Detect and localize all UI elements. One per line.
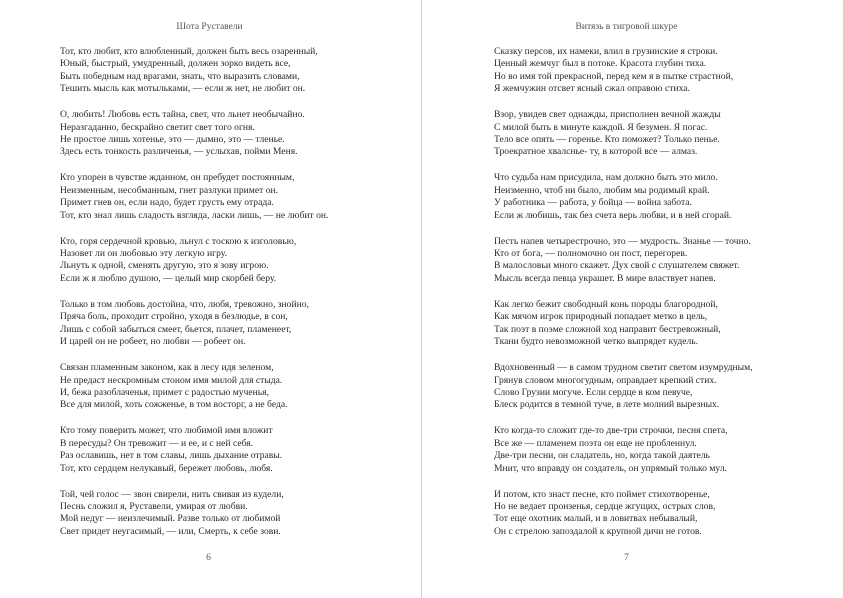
verse-line: Ткани будто невозможной четко выпрядет кудель. bbox=[494, 336, 699, 348]
stanza bbox=[494, 299, 824, 349]
verse-line: Неразгаданно, бескрайно светит свет того огня. bbox=[60, 121, 255, 133]
stanza bbox=[494, 489, 824, 539]
verse-line: Той, чей голос — звон свирели, нить свивая из кудели, bbox=[60, 488, 284, 500]
verse-line: Взор, увидев свет однажды, присполнен вечной жажды bbox=[494, 109, 721, 121]
stanza bbox=[494, 46, 824, 96]
verse-line: С милой быть в минуте каждой. Я безумен. Я погас. bbox=[494, 121, 708, 133]
verse-line: Тот, кто знал лишь сладость взгляда, ласки лишь, — не любит он. bbox=[60, 209, 329, 221]
stanza bbox=[494, 172, 824, 222]
verse-line: Льнуть к одной, сменять другую, это я зову игрою. bbox=[60, 260, 269, 272]
verse-line: Мой недуг — неизлечимый. Разве только от любимой bbox=[60, 513, 281, 525]
verse-line: Но не ведает пронзенья, сердце жгущих, острых слов, bbox=[494, 500, 716, 512]
verse-line: Тот, кто сердцем нелукавый, бережет любовь, любя. bbox=[60, 462, 273, 474]
verse-line: Неизменным, несобманным, гнет разлуки примет он. bbox=[60, 184, 279, 196]
verse-line: О, любить! Любовь есть тайна, свет, что льнет необычайно. bbox=[60, 109, 305, 121]
verse-line: Назовет ли он любовью эту легкую игру. bbox=[60, 248, 228, 260]
poem-text-left bbox=[60, 46, 380, 552]
verse-line: Что судьба нам присудила, нам должно быть это мило. bbox=[494, 172, 718, 184]
verse-line: Пряча боль, проходит стройно, уходя в безлюдье, в сон, bbox=[60, 311, 288, 323]
verse-line: Не простое лишь хотенье, это — дымно, это — тленье. bbox=[60, 134, 285, 146]
verse-line: Как мячом игрок природный попадает метко в цель, bbox=[494, 311, 708, 323]
stanza bbox=[60, 109, 380, 159]
verse-line: Юный, быстрый, умудренный, должен зорко видеть все, bbox=[60, 58, 291, 70]
verse-line: Две-три песни, он сладатель, но, когда такой даятель bbox=[494, 450, 710, 462]
verse-line: Блеск родится в темной туче, в лете молний вырезных. bbox=[494, 399, 720, 411]
verse-line: В пересуды? Он тревожит — и ее, и с ней себя. bbox=[60, 437, 254, 449]
verse-line: Грянув словом многогудным, оправдает крепкий стих. bbox=[494, 374, 717, 386]
poem-text-right bbox=[494, 46, 824, 552]
verse-line: Здесь есть тонкость различенья, — услыхав, пойми Меня. bbox=[60, 146, 298, 158]
verse-line: Если ж я люблю душою, — целый мир скорбей беру. bbox=[60, 272, 277, 284]
verse-line: Так поэт в поэме сложной ход направит бестревожный, bbox=[494, 323, 721, 335]
stanza bbox=[494, 236, 824, 286]
verse-line: Он с стрелою запоздалой к крупной дичи не готов. bbox=[494, 525, 702, 537]
verse-line: Песть напев четырестрочно, это — мудрость. Знанье — точно. bbox=[494, 235, 751, 247]
verse-line: Тело все опять — горенье. Кто поможет? Только пенье. bbox=[494, 134, 720, 146]
verse-line: Слово Грузии могуче. Если сердце в ком певуче, bbox=[494, 386, 693, 398]
verse-line: В малословьи много скажет. Дух свой с слушателем свяжет. bbox=[494, 260, 740, 272]
page-number-right: 7 bbox=[624, 553, 629, 563]
verse-line: Мысль всегда певца украшет. В мире властвует напев. bbox=[494, 272, 716, 284]
stanza bbox=[60, 46, 380, 96]
verse-line: Все же — пламенем поэта он еще не пробленнул. bbox=[494, 437, 697, 449]
verse-line: Вдохновенный — в самом трудном светит светом изумрудным, bbox=[494, 362, 753, 374]
verse-line: И потом, кто знаст песне, кто поймет стихотворенье, bbox=[494, 488, 710, 500]
verse-line: Если ж любишь, так без счета верь любви, и в ней сгорай. bbox=[494, 209, 732, 221]
verse-line: Троекратное хвалснье- ту, в которой все — алмаз. bbox=[494, 146, 698, 158]
verse-line: Как легко бежит свободный конь породы благородной, bbox=[494, 298, 718, 310]
stanza bbox=[494, 425, 824, 475]
page-number-left: 6 bbox=[206, 553, 211, 563]
verse-line: Свет придет неугасимый, — или, Смерть, к себе зови. bbox=[60, 525, 281, 537]
stanza bbox=[60, 425, 380, 475]
stanza bbox=[60, 236, 380, 286]
stanza bbox=[60, 362, 380, 412]
verse-line: Тот еще охотник малый, и в ловитвах небывалый, bbox=[494, 513, 698, 525]
stanza bbox=[494, 109, 824, 159]
verse-line: Я жемчужин отсвет ясный сжал оправою стиха. bbox=[494, 83, 690, 95]
verse-line: У работника — работа, у бойца — война забота. bbox=[494, 197, 692, 209]
running-head-title: Витязь в тигровой шкуре bbox=[575, 22, 678, 32]
verse-line: Кто, горя сердечной кровью, льнул с тоскою к изголовью, bbox=[60, 235, 297, 247]
stanza bbox=[60, 299, 380, 349]
verse-line: Ценный жемчуг был в потоке. Красота глубин тиха. bbox=[494, 58, 707, 70]
verse-line: Кто от бога, — полномочно он пост, перегорев. bbox=[494, 248, 688, 260]
verse-line: Кто тому поверить может, что любимой имя вложит bbox=[60, 425, 273, 437]
verse-line: Примет гнев он, если надо, будет грусть ему отрада. bbox=[60, 197, 274, 209]
verse-line: Мнит, что вправду он создатель, он упрямый только мул. bbox=[494, 462, 727, 474]
verse-line: Лишь с собой забыться смеет, бьется, плачет, пламенеет, bbox=[60, 323, 292, 335]
verse-line: Не предаст нескромным стоном имя милой для стыда. bbox=[60, 374, 283, 386]
verse-line: Быть победным над врагами, знать, что выразить словами, bbox=[60, 70, 300, 82]
verse-line: Все для милой, хоть сожженье, в том восторг, а не беда. bbox=[60, 399, 288, 411]
left-page bbox=[0, 0, 421, 598]
verse-line: Песнь сложил я, Руставели, умирая от любви. bbox=[60, 500, 248, 512]
verse-line: Сказку персов, их намеки, влил в грузинские я строки. bbox=[494, 46, 718, 57]
stanza bbox=[60, 172, 380, 222]
verse-line: Тешить мысль как мотыльками, — если ж нет, не любит он. bbox=[60, 83, 306, 95]
verse-line: Раз ославишь, нет в том славы, лишь дыхание отравы. bbox=[60, 450, 283, 462]
verse-line: Кто когда-то сложит где-то две-три строчки, песня спета, bbox=[494, 425, 728, 437]
verse-line: Только в том любовь достойна, что, любя, тревожно, знойно, bbox=[60, 298, 309, 310]
verse-line: Неизменно, чтоб ни было, любим мы родимый край. bbox=[494, 184, 710, 196]
stanza bbox=[494, 362, 824, 412]
verse-line: Связан пламенным законом, как в лесу идя зеленом, bbox=[60, 362, 274, 374]
verse-line: Кто упорен в чувстве жданном, он пребудет постоянным, bbox=[60, 172, 295, 184]
running-head-author: Шота Руставели bbox=[176, 22, 243, 32]
verse-line: И, бежа разоблаченья, примет с радостью мученья, bbox=[60, 386, 269, 398]
verse-line: И царей он не робеет, но любви — робеет он. bbox=[60, 336, 246, 348]
verse-line: Но во имя той прекрасной, перед кем я в пытке страстной, bbox=[494, 70, 734, 82]
right-page bbox=[422, 0, 843, 598]
verse-line: Тот, кто любит, кто влюбленный, должен быть весь озаренный, bbox=[60, 46, 318, 57]
stanza bbox=[60, 489, 380, 539]
